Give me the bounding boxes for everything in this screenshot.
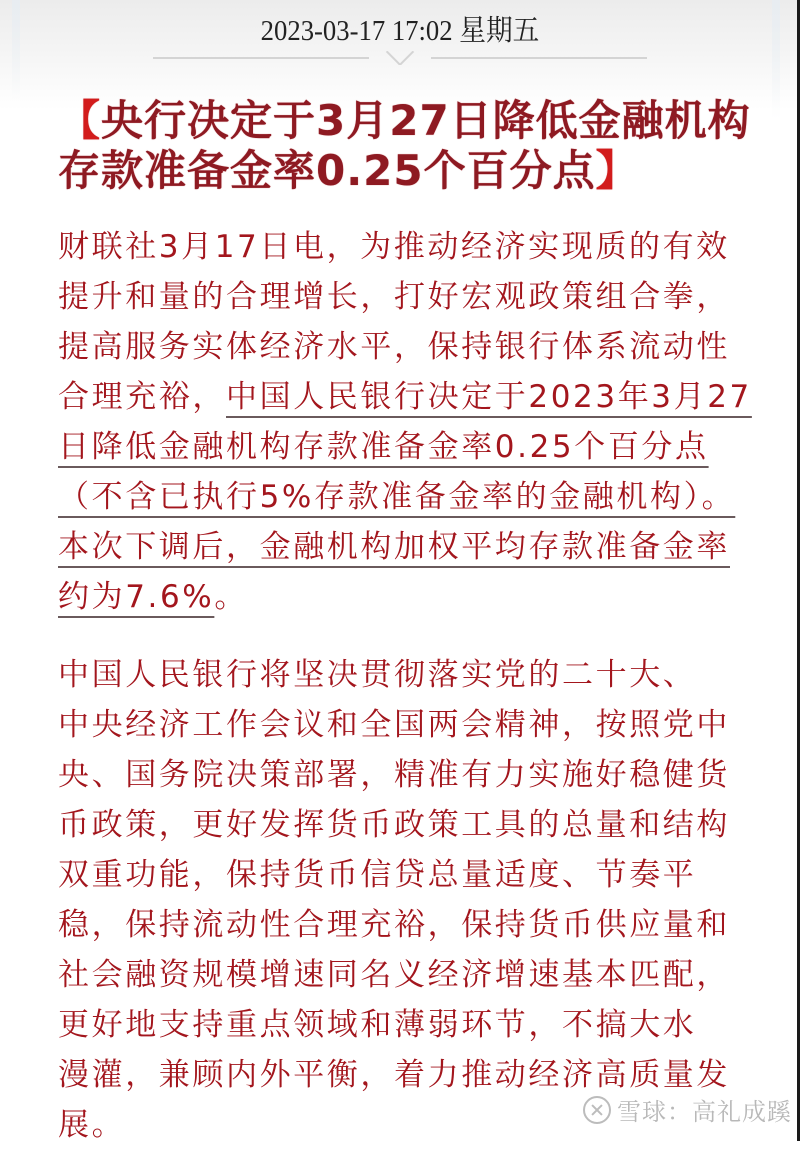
underlined-text: 中国人民银行决定于2023年3月27 bbox=[226, 379, 752, 415]
paragraph-line: 更好地支持重点领域和薄弱环节，不搞大水 bbox=[58, 1007, 697, 1043]
paragraph-line: 币政策，更好发挥货币政策工具的总量和结构 bbox=[58, 807, 730, 843]
watermark bbox=[583, 1092, 792, 1127]
title-line-1: 央行决定于3月27日降低金融机构 bbox=[101, 96, 751, 145]
divider-right bbox=[431, 57, 647, 59]
paragraph-line: 展。 bbox=[58, 1107, 126, 1143]
paragraph-line: 中央经济工作会议和全国两会精神，按照党中 bbox=[58, 707, 730, 743]
paragraph-line: 社会融资规模增速同名义经济增速基本匹配， bbox=[58, 957, 730, 993]
line-text: 合理充裕， bbox=[58, 379, 226, 415]
title-line-2: 存款准备金率0.25个百分点 bbox=[58, 146, 596, 195]
line-text: 财联社3月17日电，为推动经济实现质的有效 bbox=[58, 229, 730, 265]
divider-notch-icon bbox=[385, 51, 415, 65]
paragraph-line bbox=[58, 272, 748, 322]
paragraph-line bbox=[58, 422, 748, 472]
title-open-bracket: 【 bbox=[58, 96, 102, 145]
paragraph-line bbox=[58, 472, 748, 522]
underlined-text: 约为7.6% bbox=[58, 579, 215, 615]
underlined-text: 日降低金融机构存款准备金率0.25个百分点 bbox=[58, 429, 709, 465]
xueqiu-logo-icon bbox=[583, 1096, 611, 1124]
line-text: 提高服务实体经济水平，保持银行体系流动性 bbox=[58, 329, 730, 365]
paragraph-line: 中国人民银行将坚决贯彻落实党的二十大、 bbox=[58, 657, 697, 693]
paragraph-line: 双重功能，保持货币信贷总量适度、节奏平 bbox=[58, 857, 697, 893]
underlined-text: （不含已执行5%存款准备金率的金融机构）。 bbox=[58, 479, 736, 515]
paragraph-line: 央、国务院决策部署，精准有力实施好稳健货 bbox=[58, 757, 730, 793]
paragraph-line bbox=[58, 372, 752, 422]
paragraph-line bbox=[58, 572, 748, 622]
paragraph-line bbox=[58, 522, 748, 572]
underlined-text: 本次下调后，金融机构加权平均存款准备金率 bbox=[58, 529, 730, 565]
datetime-label: 2023-03-17 17:02 星期五 bbox=[260, 15, 540, 47]
watermark-text: 雪球：高礼成蹊 bbox=[617, 1098, 792, 1126]
paragraph-line: 稳，保持流动性合理充裕，保持货币供应量和 bbox=[58, 907, 730, 943]
header bbox=[0, 0, 800, 70]
line-text: 。 bbox=[214, 579, 248, 615]
paragraph-2 bbox=[58, 650, 748, 1150]
paragraph-1 bbox=[58, 222, 752, 622]
divider-left bbox=[153, 57, 369, 59]
paragraph-line bbox=[58, 222, 748, 272]
article-title bbox=[58, 92, 758, 195]
title-close-bracket: 】 bbox=[595, 146, 639, 195]
line-text: 提升和量的合理增长，打好宏观政策组合拳， bbox=[58, 279, 730, 315]
paragraph-line bbox=[58, 322, 748, 372]
paragraph-line: 漫灌，兼顾内外平衡，着力推动经济高质量发 bbox=[58, 1057, 730, 1093]
